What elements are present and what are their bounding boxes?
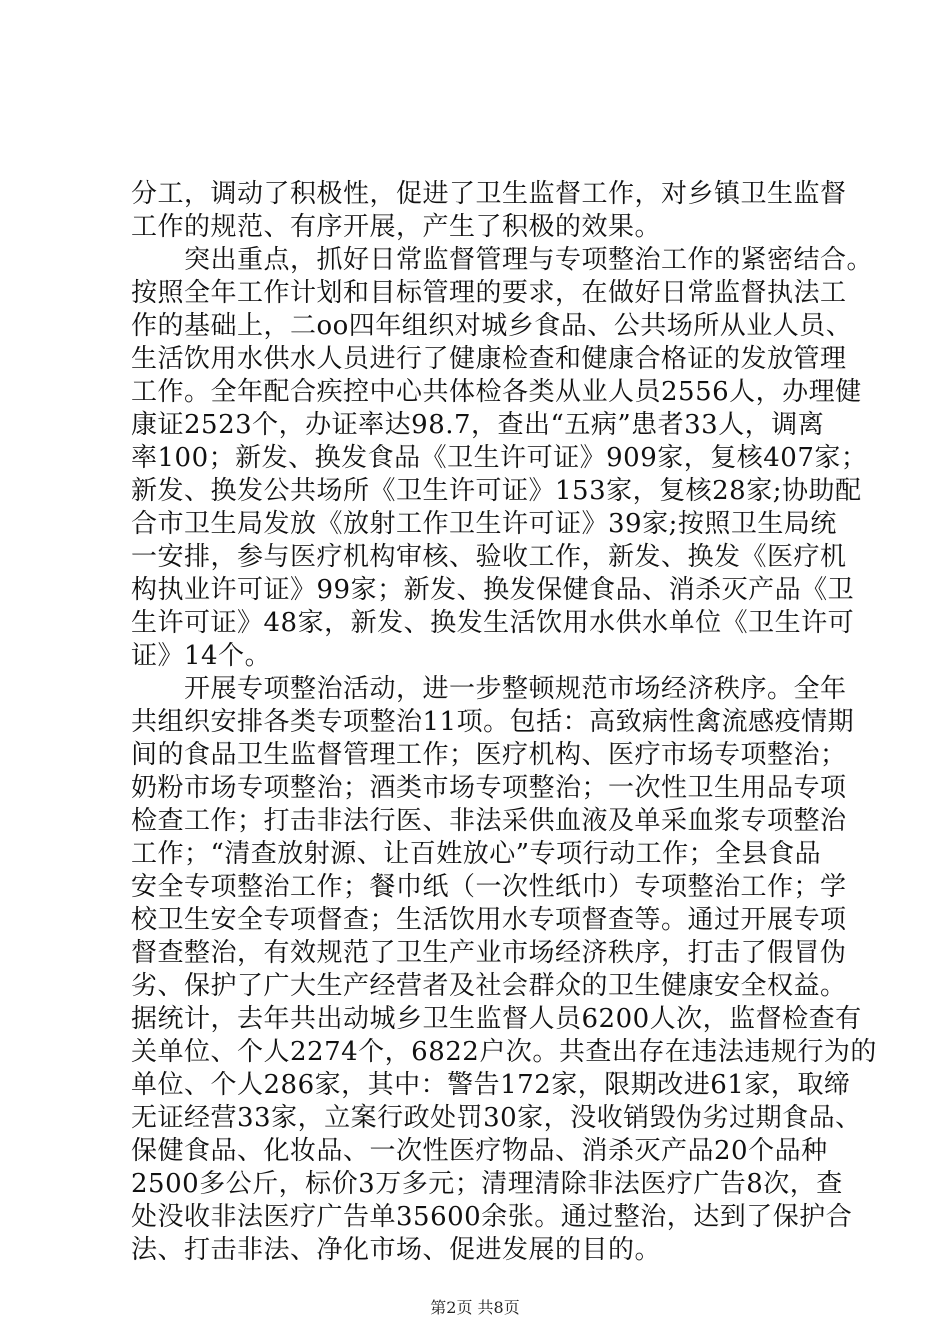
body-text-line: 2500多公斤，标价3万多元；清理清除非法医疗广告8次，查: [131, 1169, 843, 1199]
body-text-line: 突出重点，抓好日常监督管理与专项整治工作的紧密结合。: [131, 245, 874, 275]
body-text-line: 安全专项整治工作；餐巾纸（一次性纸巾）专项整治工作；学: [131, 872, 847, 902]
body-text-line: 工作。全年配合疾控中心共体检各类从业人员2556人，办理健: [131, 377, 862, 407]
body-text-line: 证》14个。: [131, 641, 272, 671]
body-text-line: 开展专项整治活动，进一步整顿规范市场经济秩序。全年: [131, 674, 847, 704]
body-text-line: 奶粉市场专项整治；酒类市场专项整治；一次性卫生用品专项: [131, 773, 847, 803]
body-text-line: 劣、保护了广大生产经营者及社会群众的卫生健康安全权益。: [131, 971, 847, 1001]
body-text-line: 保健食品、化妆品、一次性医疗物品、消杀灭产品20个品种: [131, 1136, 828, 1166]
body-text-line: 法、打击非法、净化市场、促进发展的目的。: [131, 1235, 662, 1265]
body-text-line: 间的食品卫生监督管理工作；医疗机构、医疗市场专项整治；: [131, 740, 847, 770]
body-text-line: 关单位、个人2274个，6822户次。共查出存在违法违规行为的: [131, 1037, 877, 1067]
body-text-line: 据统计，去年共出动城乡卫生监督人员6200人次，监督检查有: [131, 1004, 862, 1034]
page-number-footer: 第2页 共8页: [430, 1298, 520, 1317]
body-text-line: 分工，调动了积极性，促进了卫生监督工作，对乡镇卫生监督: [131, 179, 847, 209]
body-text-line: 构执业许可证》99家；新发、换发保健食品、消杀灭产品《卫: [131, 575, 855, 605]
body-text-line: 康证2523个，办证率达98.7，查出“五病”患者33人，调离: [131, 410, 825, 440]
body-text-line: 新发、换发公共场所《卫生许可证》153家，复核28家;协助配: [131, 476, 862, 506]
body-text-line: 率100；新发、换发食品《卫生许可证》909家，复核407家；: [131, 443, 868, 473]
body-text-line: 单位、个人286家，其中：警告172家，限期改进61家，取缔: [131, 1070, 851, 1100]
body-text-line: 督查整治，有效规范了卫生产业市场经济秩序，打击了假冒伪: [131, 938, 847, 968]
body-text-line: 无证经营33家，立案行政处罚30家，没收销毁伪劣过期食品、: [131, 1103, 862, 1133]
body-text-line: 共组织安排各类专项整治11项。包括：高致病性禽流感疫情期: [131, 707, 855, 737]
body-text-line: 作的基础上，二oo四年组织对城乡食品、公共场所从业人员、: [131, 311, 853, 341]
body-text-line: 工作；“清查放射源、让百姓放心”专项行动工作；全县食品: [131, 839, 822, 869]
body-text-line: 生许可证》48家，新发、换发生活饮用水供水单位《卫生许可: [131, 608, 855, 638]
body-text-line: 工作的规范、有序开展，产生了积极的效果。: [131, 212, 662, 242]
body-text-line: 合市卫生局发放《放射工作卫生许可证》39家;按照卫生局统: [131, 509, 837, 539]
body-text-line: 生活饮用水供水人员进行了健康检查和健康合格证的发放管理: [131, 344, 847, 374]
body-text-line: 校卫生安全专项督查；生活饮用水专项督查等。通过开展专项: [131, 905, 847, 935]
body-text-line: 处没收非法医疗广告单35600余张。通过整治，达到了保护合: [131, 1202, 853, 1232]
body-text-line: 按照全年工作计划和目标管理的要求，在做好日常监督执法工: [131, 278, 847, 308]
body-text-line: 一安排，参与医疗机构审核、验收工作，新发、换发《医疗机: [131, 542, 847, 572]
body-text-line: 检查工作；打击非法行医、非法采供血液及单采血浆专项整治: [131, 806, 847, 836]
